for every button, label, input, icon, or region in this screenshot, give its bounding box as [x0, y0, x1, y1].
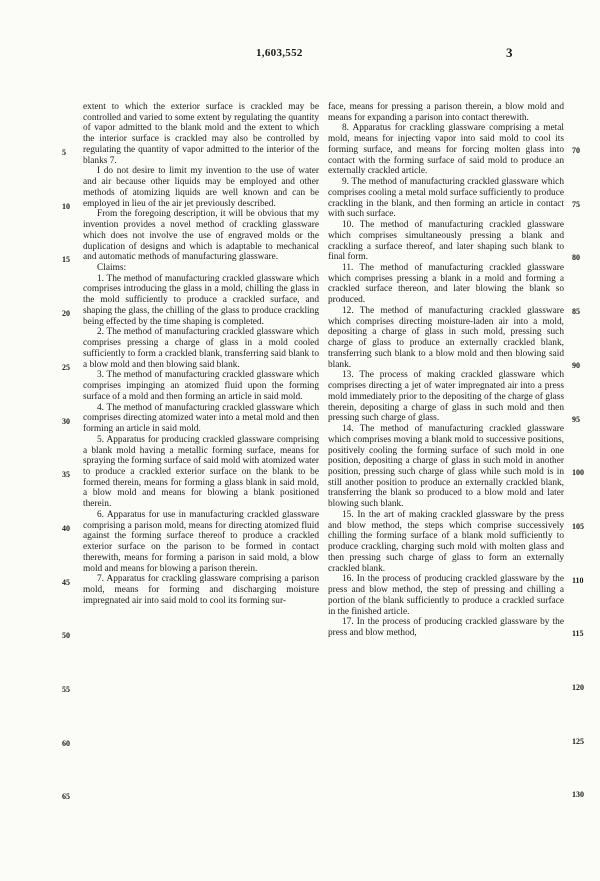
line-number: 90	[572, 360, 580, 370]
paragraph: 6. Apparatus for use in manufacturing crackled glassware comprising a parison mold, means for directing atomized fluid against the forming surface thereof to produce a crackled exterior surface on the parison to be formed in contact therewith, means for forming a parison in said mold, a blow mold and means for blowing a parison therein.	[83, 509, 319, 574]
line-number: 15	[62, 255, 70, 265]
line-number: 125	[572, 736, 584, 746]
paragraph: 3. The method of manufacturing crackled glassware which comprises impinging an atomized fluid upon the forming surface of a mold and then forming an article in said mold.	[83, 370, 319, 402]
paragraph: Claims:	[97, 263, 127, 274]
paragraph: 8. Apparatus for crackling glassware comprising a metal mold, means for injecting vapor into said mold to cool its forming surface, and means for forcing molten glass into contact with the forming surface of said mold to produce an externally crackled article.	[328, 123, 564, 177]
line-number: 80	[572, 253, 580, 263]
line-number: 60	[62, 738, 70, 748]
line-number: 105	[572, 521, 584, 531]
line-number: 50	[62, 631, 70, 641]
paragraph: 9. The method of manufacturing crackled glassware which comprises cooling a metal mold surface sufficiently to produce crackling in the blank, and then forming an article in contact with such surface.	[328, 177, 564, 220]
paragraph: From the foregoing description, it will be obvious that my invention provides a novel method of crackling glassware which does not involve the use of engraved molds or the duplication of designs and which is adaptable to mechanical and automatic methods of manufacturing glassware.	[83, 209, 319, 263]
right-text-column	[328, 102, 564, 639]
paragraph: 11. The method of manufacturing crackled glassware which comprises pressing a blank in a mold and forming a crackled surface thereon, and later blowing the blank so produced.	[328, 263, 564, 306]
line-number: 95	[572, 414, 580, 424]
line-number: 115	[572, 629, 584, 639]
paragraph: 7. Apparatus for crackling glassware comprising a parison mold, means for forming and discharging moisture impregnated air into said mold to cool its forming sur-	[83, 574, 319, 606]
paragraph: 5. Apparatus for producing crackled glassware comprising a blank mold having a metallic forming surface, means for spraying the forming surface of said mold with atomized water to produce a crackled exterior surface on the blank to be formed therein, means for forming a glass blank in said mold, a blow mold and means for blowing a blank positioned therein.	[83, 434, 319, 510]
paragraph: 16. In the process of producing crackled glassware by the press and blow method, the step of pressing and chilling a portion of the blank sufficiently to produce a crackled surface in the finished article.	[328, 574, 564, 617]
paragraph: 1. The method of manufacturing crackled glassware which comprises introducing the glass in a mold, chilling the glass in the mold sufficiently to produce a crackled surface, and shaping the glass, the chilling of the glass to produce crackling being effected by the time shaping is completed.	[83, 273, 319, 327]
line-number: 55	[62, 685, 70, 694]
paragraph: 14. The method of manufacturing crackled glassware which comprises moving a blank mold to successive positions, positively cooling the forming surface of such mold in one position, depositing a charge of glass in such mold in another position, pressing such charge of glass while such mold is in still another position to produce an externally crackled blank, transferring the blank so produced to a blow mold and later blowing such blank.	[328, 424, 564, 510]
line-number: 120	[572, 683, 584, 692]
line-number: 110	[572, 575, 584, 585]
line-number: 70	[572, 146, 580, 155]
patent-number: 1,603,552	[256, 47, 303, 59]
paragraph: 12. The method of manufacturing crackled glassware which comprises directing moisture-laden air into a mold, depositing a charge of glass in such mold, pressing such charge of glass to produce an externally crackled blank, transferring such blank to a blow mold and then blowing said blank.	[328, 305, 564, 370]
line-number: 85	[572, 307, 580, 317]
page-number: 3	[506, 45, 513, 60]
line-number: 65	[62, 792, 70, 802]
paragraph: 15. In the art of making crackled glassware by the press and blow method, the steps which comprise successively chilling the forming surface of a blank mold sufficiently to produce crackling, charging such mold with molten glass and then pressing such charge of glass to form an externally crackled blank.	[328, 509, 564, 574]
line-number: 10	[62, 201, 70, 211]
line-number: 5	[62, 148, 66, 157]
paragraph: 13. The process of making crackled glassware which comprises directing a jet of water impregnated air into a press mold immediately prior to the depositing of the charge of glass therein, depositing a charge of glass in such mold and then pressing such charge of glass.	[328, 370, 564, 424]
line-number: 25	[62, 362, 70, 372]
paragraph: 10. The method of manufacturing crackled glassware which comprises simultaneously pressing a blank and crackling a surface thereof, and later shaping such blank to final form.	[328, 220, 564, 263]
paragraph: extent to which the exterior surface is crackled may be controlled and varied to some extent by regulating the quantity of vapor admitted to the blank mold and the extent to which the interior surface is crackled may also be controlled by regulating the quantity of vapor admitted to the interior of the blanks 7.	[83, 102, 319, 166]
line-number: 100	[572, 468, 584, 478]
paragraph: 4. The method of manufacturing crackled glassware which comprises directing atomized water into a metal mold and then forming an article in said mold.	[83, 402, 319, 435]
page-header	[0, 45, 600, 65]
paragraph: 2. The method of manufacturing crackled glassware which comprises pressing a charge of glass in a mold cooled sufficiently to form a crackled blank, transferring said blank to a blow mold and then blowing said blank.	[83, 327, 319, 370]
paragraph: face, means for pressing a parison therein, a blow mold and means for expanding a parison into contact therewith.	[328, 102, 564, 123]
paragraph: I do not desire to limit my invention to the use of water and air because other liquids may be employed and other methods of atomizing liquids are well known and can be employed in lieu of the air jet previously described.	[83, 166, 319, 209]
line-number: 130	[572, 790, 584, 800]
line-number: 40	[62, 523, 70, 533]
line-number: 20	[62, 309, 70, 319]
line-number: 35	[62, 470, 70, 480]
line-number: 30	[62, 416, 70, 426]
line-number: 75	[572, 199, 580, 209]
left-text-column	[83, 102, 319, 607]
line-number: 45	[62, 577, 70, 587]
paragraph: 17. In the process of producing crackled glassware by the press and blow method,	[328, 617, 564, 638]
